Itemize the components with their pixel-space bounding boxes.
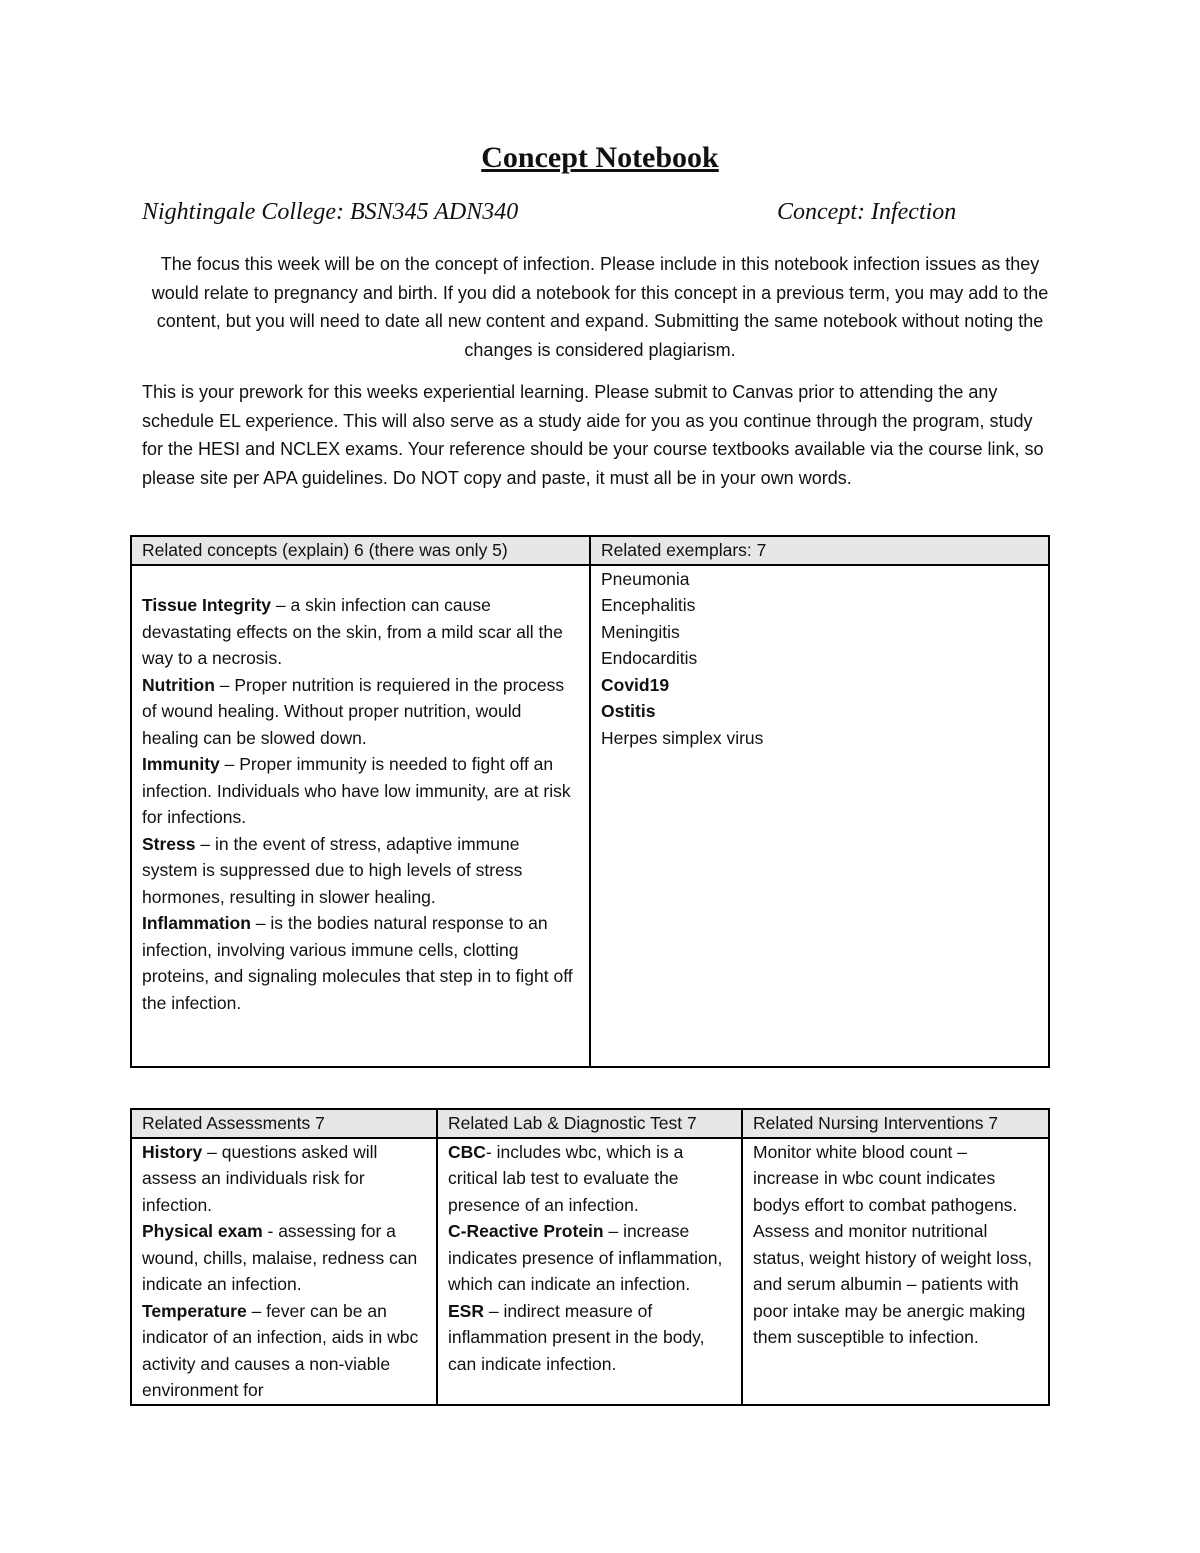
assessment-item: History – questions asked will assess an individuals risk for infection.	[142, 1141, 378, 1215]
related-assessments-cell	[131, 1138, 437, 1405]
related-concepts-cell	[131, 565, 590, 1067]
related-interventions-cell	[742, 1138, 1049, 1405]
exemplar-item: Encephalitis	[601, 595, 696, 615]
related-exemplars-header: Related exemplars: 7	[590, 536, 1049, 565]
concept-line: Concept: Infection	[777, 199, 957, 225]
related-exemplars-cell	[590, 565, 1049, 1067]
related-labs-cell	[437, 1138, 742, 1405]
lab-item: CBC- includes wbc, which is a critical lab test to evaluate the presence of an infection.	[448, 1141, 684, 1215]
exemplar-item: Herpes simplex virus	[601, 727, 764, 748]
exemplar-item: Meningitis	[601, 621, 680, 642]
concepts-exemplars-table	[130, 535, 1050, 1068]
exemplar-item: Ostitis	[601, 701, 656, 721]
lab-item: C-Reactive Protein – increase indicates presence of inflammation, which can indicate an infection.	[448, 1221, 723, 1294]
exemplar-item: Covid19	[601, 674, 670, 695]
intervention-item: Monitor white blood count – increase in wbc count indicates bodys effort to combat pathogens.	[753, 1141, 1018, 1215]
related-concepts-header: Related concepts (explain) 6 (there was only 5)	[131, 536, 590, 565]
intro-paragraph: The focus this week will be on the concept of infection. Please include in this notebook infection issues as they would relate to pregnancy and birth. If you did a notebook for this concept in a previous term, you may add to the content, but you will need to date all new content and expand. Submitting the same notebook without noting the changes is considered plagiarism.	[151, 254, 1049, 360]
lab-item: ESR – indirect measure of inflammation present in the body, can indicate infection.	[448, 1300, 705, 1374]
related-lab-diagnostic-header: Related Lab & Diagnostic Test 7	[437, 1109, 742, 1138]
exemplar-item: Pneumonia	[601, 568, 690, 589]
concept-item: Tissue Integrity – a skin infection can cause devastating effects on the skin, from a mild scar all the way to a necrosis.	[142, 595, 563, 668]
assessment-item: Physical exam - assessing for a wound, chills, malaise, redness can indicate an infection.	[142, 1221, 418, 1294]
assessment-item: Temperature – fever can be an indicator of an infection, aids in wbc activity and causes a non-viable environment for	[142, 1300, 419, 1400]
concept-item: Immunity – Proper immunity is needed to fight off an infection. Individuals who have low immunity, are at risk for infections.	[142, 754, 571, 827]
exemplar-item: Endocarditis	[601, 648, 698, 668]
concept-item: Inflammation – is the bodies natural response to an infection, involving various immune cells, clotting proteins, and signaling molecules that step in to fight off the infection.	[142, 913, 573, 1013]
prework-paragraph: This is your prework for this weeks experiential learning. Please submit to Canvas prior to attending the any schedule EL experience. This will also serve as a study aide for you as you continue through the program, study for the HESI and NCLEX exams. Your reference should be your course textbooks available via the course link, so please site per APA guidelines. Do NOT copy and paste, it must all be in your own words.	[142, 382, 1044, 488]
assessments-labs-interventions-table	[130, 1108, 1050, 1406]
college-course-line: Nightingale College: BSN345 ADN340	[142, 199, 519, 225]
concept-item: Stress – in the event of stress, adaptive immune system is suppressed due to high levels of stress hormones, resulting in slower healing.	[142, 833, 523, 907]
related-interventions-header: Related Nursing Interventions 7	[742, 1109, 1049, 1138]
page-title: Concept Notebook	[481, 141, 719, 174]
concept-item: Nutrition – Proper nutrition is requiered in the process of wound healing. Without proper nutrition, would healing can be slowed down.	[142, 674, 565, 748]
intervention-item: Assess and monitor nutritional status, weight history of weight loss, and serum albumin – patients with poor intake may be anergic making them susceptible to infection.	[753, 1221, 1033, 1347]
related-assessments-header: Related Assessments 7	[131, 1109, 437, 1138]
